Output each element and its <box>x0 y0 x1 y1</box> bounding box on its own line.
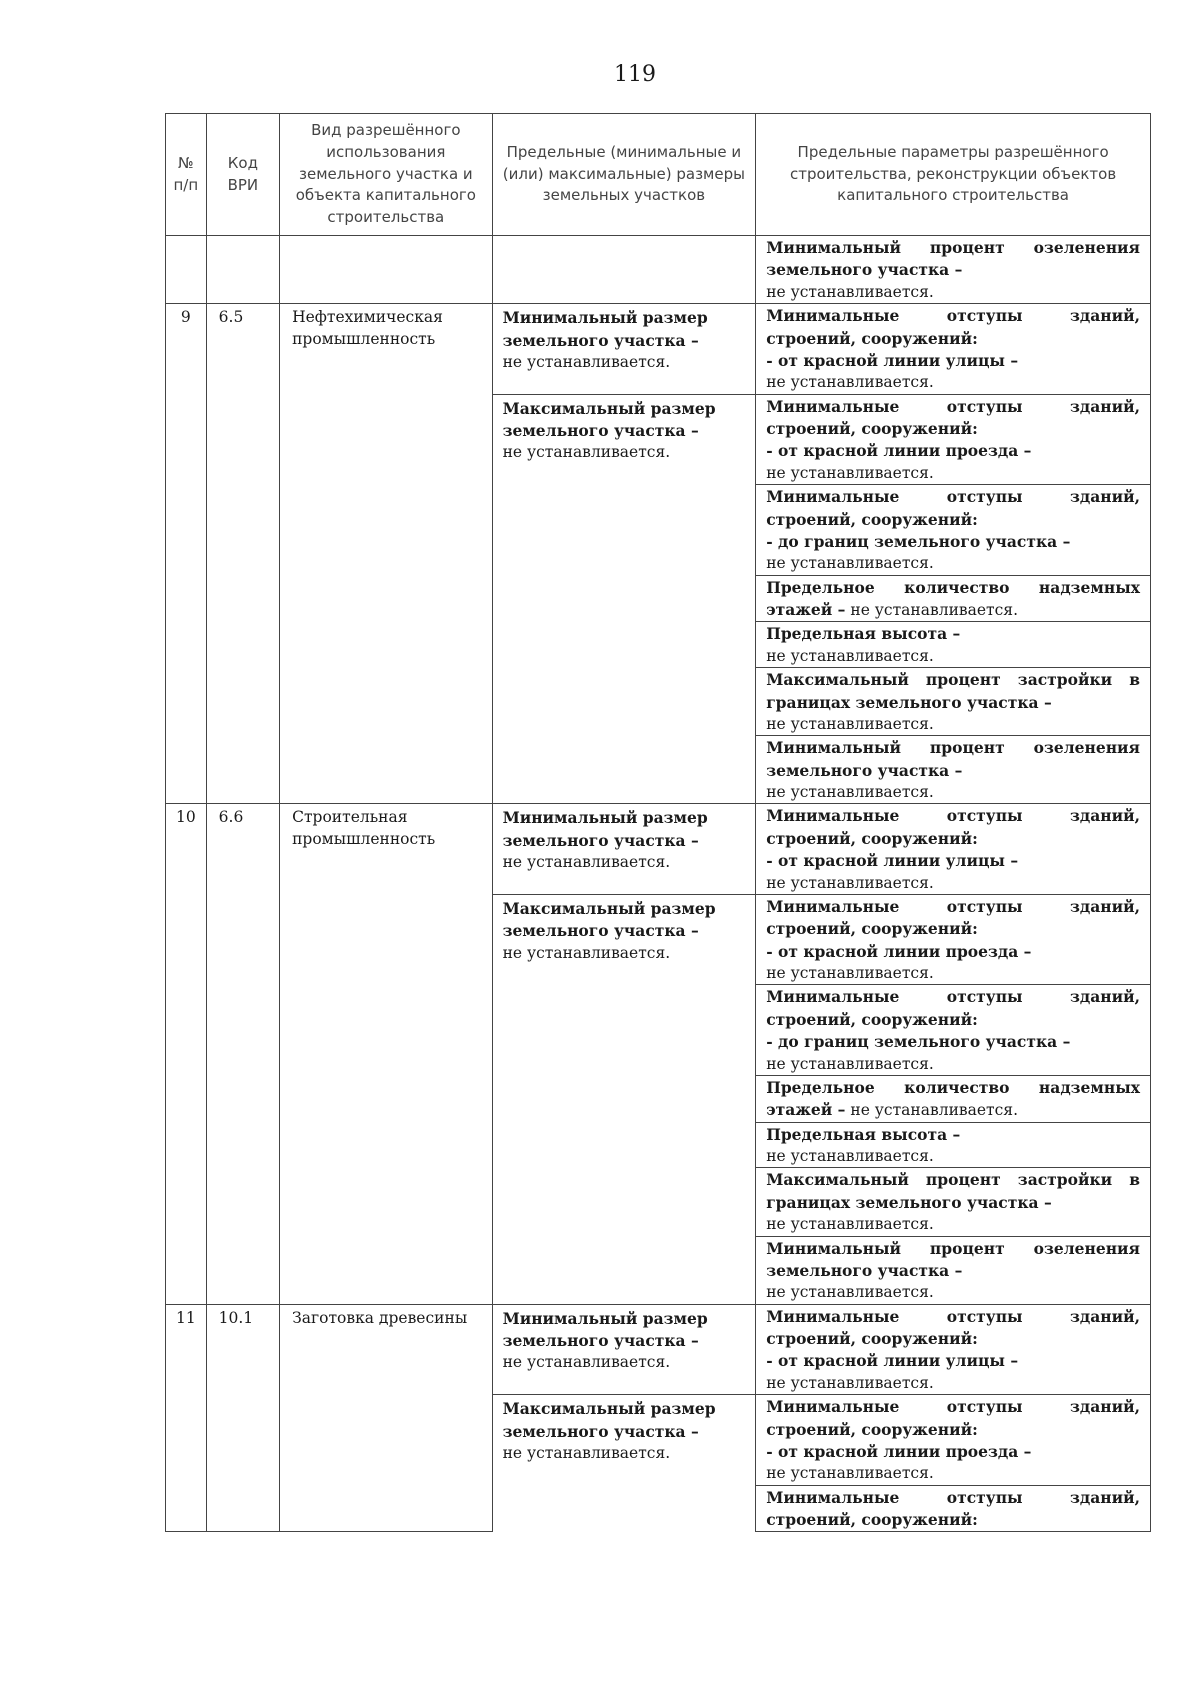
param-cell <box>756 622 1151 668</box>
param-line: - до границ земельного участка – <box>766 531 1071 551</box>
size-cell <box>492 304 756 395</box>
param-bold: Минимальный процент озеленения земельного участка – <box>766 738 1140 780</box>
param-plain: не устанавливается. <box>766 1283 934 1302</box>
param-cell <box>756 736 1151 804</box>
size-plain: не устанавливается. <box>502 443 671 462</box>
param-plain: не устанавливается. <box>850 1101 1018 1120</box>
size-bold: Максимальный размер земельного участка – <box>502 898 716 941</box>
table-row-group <box>166 304 1151 804</box>
row-number: 11 <box>166 1304 207 1532</box>
param-bold: Минимальные отступы зданий, строений, сооружений: <box>766 896 1140 939</box>
param-plain: не устанавливается. <box>766 373 934 392</box>
header-kind: Вид разрешённого использования земельного участка и объекта капитального строительства <box>280 114 492 236</box>
param-line: - от красной линии проезда – <box>766 1441 1032 1461</box>
table-header-row <box>166 114 1151 236</box>
param-cell <box>756 804 1151 895</box>
param-plain: не устанавливается. <box>766 964 934 982</box>
param-plain: не устанавливается. <box>766 714 934 733</box>
param-bold: Минимальные отступы зданий, строений, сооружений: <box>766 487 1140 529</box>
row-number: 9 <box>166 304 207 804</box>
size-bold: Максимальный размер земельного участка – <box>502 1399 716 1441</box>
param-cell <box>756 1485 1151 1532</box>
param-bold: Минимальные отступы зданий, строений, сооружений: <box>766 987 1140 1029</box>
table-row <box>166 236 1151 304</box>
param-plain: не устанавливается. <box>766 783 934 801</box>
param-cell <box>756 1075 1151 1122</box>
page-number: 119 <box>614 62 656 87</box>
param-line: - до границ земельного участка – <box>766 1032 1071 1052</box>
param-bold: Минимальные отступы зданий, строений, сооружений: <box>766 1487 1140 1529</box>
size-bold: Минимальный размер земельного участка – <box>502 1308 708 1350</box>
param-line: - от красной линии проезда – <box>766 941 1032 961</box>
param-plain: не устанавливается. <box>766 282 934 301</box>
param-plain: не устанавливается. <box>766 1215 934 1234</box>
size-cell <box>492 894 756 1304</box>
param-bold: Минимальные отступы зданий, строений, сооружений: <box>766 1397 1140 1439</box>
regulations-table <box>165 113 1151 1532</box>
table-row-group <box>166 1304 1151 1532</box>
param-bold: Предельное количество надземных этажей – <box>766 1077 1140 1120</box>
param-bold: Предельное количество надземных этажей – <box>766 577 1140 619</box>
size-plain: не устанавливается. <box>502 1443 671 1462</box>
param-line: - от красной линии улицы – <box>766 1351 1019 1371</box>
row-number: 10 <box>166 804 207 1304</box>
param-bold: Минимальные отступы зданий, строений, сооружений: <box>766 306 1140 348</box>
param-bold: Минимальный процент озеленения земельного участка – <box>766 1238 1140 1280</box>
param-plain: не устанавливается. <box>766 646 934 665</box>
param-cell <box>756 1304 1151 1395</box>
size-cell <box>492 1395 756 1532</box>
param-plain: не устанавливается. <box>766 463 934 482</box>
param-line: - от красной линии улицы – <box>766 851 1019 871</box>
param-cell <box>756 1395 1151 1486</box>
param-bold: Максимальный процент застройки в границах земельного участка – <box>766 670 1140 712</box>
row-kind: Строительная промышленность <box>280 804 492 1304</box>
param-cell <box>756 1236 1151 1304</box>
header-params: Предельные параметры разрешённого строительства, реконструкции объектов капитального строительства <box>756 114 1151 236</box>
size-cell <box>492 394 756 804</box>
header-size: Предельные (минимальные и (или) максимальные) размеры земельных участков <box>492 114 756 236</box>
size-plain: не устанавливается. <box>502 943 671 962</box>
param-bold: Минимальный процент озеленения земельного участка – <box>766 238 1140 280</box>
param-cell <box>756 575 1151 622</box>
row-code: 10.1 <box>206 1304 279 1532</box>
size-bold: Минимальный размер земельного участка – <box>502 808 708 850</box>
param-cell <box>756 236 1151 304</box>
param-bold: Предельная высота – <box>766 624 961 644</box>
param-plain: не устанавливается. <box>766 873 934 892</box>
header-code: Код ВРИ <box>206 114 279 236</box>
param-plain: не устанавливается. <box>766 1464 934 1483</box>
param-bold: Минимальные отступы зданий, строений, сооружений: <box>766 1306 1140 1348</box>
param-line: - от красной линии проезда – <box>766 441 1032 461</box>
param-plain: не устанавливается. <box>766 554 934 573</box>
row-kind: Заготовка древесины <box>280 1304 492 1532</box>
size-bold: Максимальный размер земельного участка – <box>502 398 716 440</box>
param-bold: Минимальные отступы зданий, строений, сооружений: <box>766 806 1140 848</box>
param-bold: Минимальные отступы зданий, строений, сооружений: <box>766 396 1140 438</box>
param-cell <box>756 485 1151 576</box>
table-row-group <box>166 804 1151 1304</box>
param-cell <box>756 894 1151 985</box>
param-bold: Предельная высота – <box>766 1124 961 1144</box>
row-code: 6.5 <box>206 304 279 804</box>
header-num: № п/п <box>166 114 207 236</box>
row-kind: Нефтехимическая промышленность <box>280 304 492 804</box>
param-cell <box>756 1122 1151 1168</box>
param-cell <box>756 985 1151 1076</box>
param-plain: не устанавливается. <box>850 601 1018 619</box>
param-plain: не устанавливается. <box>766 1147 934 1165</box>
size-plain: не устанавливается. <box>502 1353 671 1372</box>
param-plain: не устанавливается. <box>766 1373 934 1392</box>
param-cell <box>756 394 1151 485</box>
size-plain: не устанавливается. <box>502 853 671 872</box>
param-cell <box>756 304 1151 395</box>
param-plain: не устанавливается. <box>766 1054 934 1073</box>
param-cell <box>756 1168 1151 1236</box>
row-code: 6.6 <box>206 804 279 1304</box>
size-cell <box>492 1304 756 1395</box>
param-line: - от красной линии улицы – <box>766 350 1019 370</box>
param-bold: Максимальный процент застройки в границах земельного участка – <box>766 1170 1140 1212</box>
param-cell <box>756 668 1151 736</box>
size-plain: не устанавливается. <box>502 352 671 371</box>
size-bold: Минимальный размер земельного участка – <box>502 308 708 350</box>
size-cell <box>492 804 756 895</box>
